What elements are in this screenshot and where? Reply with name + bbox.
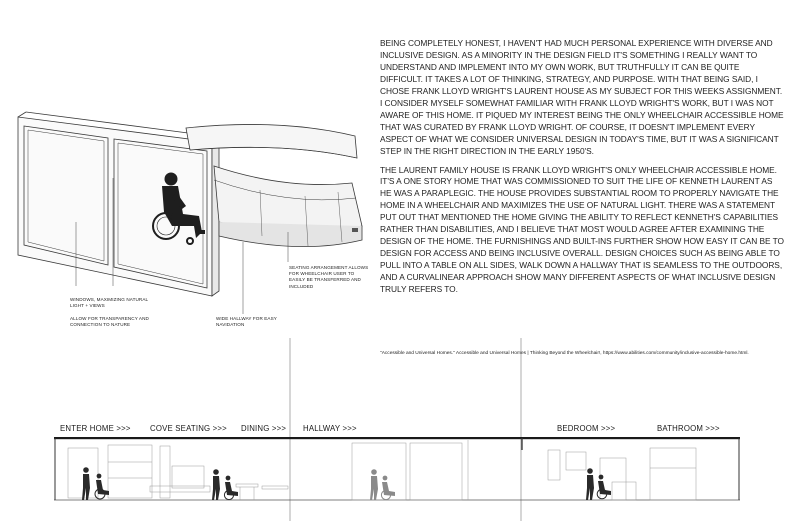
section-label-dining: DINING >>> bbox=[241, 424, 287, 433]
section-figure-wheelchair bbox=[224, 476, 238, 500]
section-label-cove-seating: COVE SEATING >>> bbox=[150, 424, 227, 433]
section-label-bedroom: BEDROOM >>> bbox=[557, 424, 616, 433]
section-figure-walking bbox=[212, 469, 220, 500]
section-figure-walking bbox=[82, 467, 90, 500]
essay-paragraph: BEING COMPLETELY HONEST, I HAVEN'T HAD MUCH PERSONAL EXPERIENCE WITH DIVERSE AND INCLUSIVE DESIGN. AS A MINORITY IN THE DESIGN FIELD IT'S SOMETHING I REALLY WANT TO UNDERSTAND AND IMPLEMENT INTO MY OWN WORK, BUT TRUTHFULLY IT CAN BE QUITE DIFFICULT. IT TAKES A LOT OF THINKING, STRATEGY, AND PURPOSE. WITH THAT BEING SAID, I CHOSE FRANK LLOYD WRIGHT'S LAURENT HOUSE AS MY SUBJECT FOR THIS WEEKS ASSIGNMENT. I CONSIDER MYSELF SOMEWHAT FAMILIAR WITH FRANK LLOYD WRIGHT'S WORK, BUT I WAS NOT AWARE OF THIS HOME. IT PIQUED MY INTEREST BEING THE ONLY WHEELCHAIR ACCESSIBLE HOME THAT WAS CURATED BY FRANK LLOYD WRIGHT. OF COURSE, IT DOESN'T IMPLEMENT EVERY ASPECT OF WHAT WE CONSIDER UNIVERSAL DESIGN IN TODAY'S TIME, BUT IT WAS A SIGNIFICANT STEP IN THE RIGHT DIRECTION IN THE EARLY 1950'S. bbox=[380, 38, 784, 156]
annotation-transparency: ALLOW FOR TRANSPARENCY AND CONNECTION TO NATURE bbox=[70, 316, 149, 328]
section-label-hallway: HALLWAY >>> bbox=[303, 424, 357, 433]
essay-paragraph: THE LAURENT FAMILY HOUSE IS FRANK LLOYD WRIGHT'S ONLY WHEELCHAIR ACCESSIBLE HOME. IT'S A ONE STORY HOME THAT WAS COMMISSIONED TO SUIT THE LIFE OF KENNETH LAURENT AS HE WAS A PARAPLEGIC. THE HOUSE PROVIDES SUBSTANTIAL ROOM TO PROPERLY NAVIGATE THE HOME IN A WHEELCHAIR AND MAXIMIZES THE USE OF NATURAL LIGHT. THERE WAS A STATEMENT PUT OUT THAT MENTIONED THE HOME GIVING THE ABILITY TO REFLECT KENNETH'S CAPABILITIES RATHER THAN DISABILITIES, AND I BELIEVE THAT MOST WOULD AGREE AFTER EXAMINING THE DESIGN OF THE HOME. THE FURNISHINGS AND BUILT-INS FURTHER SHOW HOW EASY IT CAN BE TO DESIGN FOR ACCESS AND BEING INCLUSIVE OVERALL. DESIGN CHOICES SUCH AS BEING ABLE TO PULL INTO A TABLE ON ALL SIDES, WALK DOWN A HALLWAY THAT IS SEAMLESS TO THE OUTDOORS, AND A CURVALINEAR APPROACH SHOW MANY DIFFERENT ASPECTS OF WHAT INCLUSIVE DESIGN TRULY REFERS TO. bbox=[380, 164, 784, 295]
roof-line bbox=[54, 437, 740, 439]
essay-text bbox=[380, 38, 784, 303]
annotation-hallway: WIDE HALLWAY FOR EASY NAVIDATION bbox=[216, 316, 277, 328]
section-figure-wheelchair bbox=[597, 475, 611, 499]
section-figure-wheelchair bbox=[381, 476, 395, 500]
section-figure-walking bbox=[370, 469, 378, 500]
section-label-bathroom: BATHROOM >>> bbox=[657, 424, 720, 433]
section-figure-walking bbox=[586, 468, 594, 500]
annotation-seating: SEATING ARRANGEMENT ALLOWS FOR WHEELCHAIR USER TO EASILY BE TRANSFERRED AND INCLUDED bbox=[289, 265, 369, 289]
annotation-windows: WINDOWS, MAXIMIZING NATURAL LIGHT + VIEWS bbox=[70, 297, 149, 309]
citation: "Accessible and Universal Homes." Accessible and Universal Homes | Thinking Beyond the Wheelchair!, https://www.abilities.com/community/inclusive-accessible-home.html. bbox=[380, 351, 749, 356]
section-figure-wheelchair bbox=[95, 474, 109, 499]
section-label-enter-home: ENTER HOME >>> bbox=[60, 424, 131, 433]
